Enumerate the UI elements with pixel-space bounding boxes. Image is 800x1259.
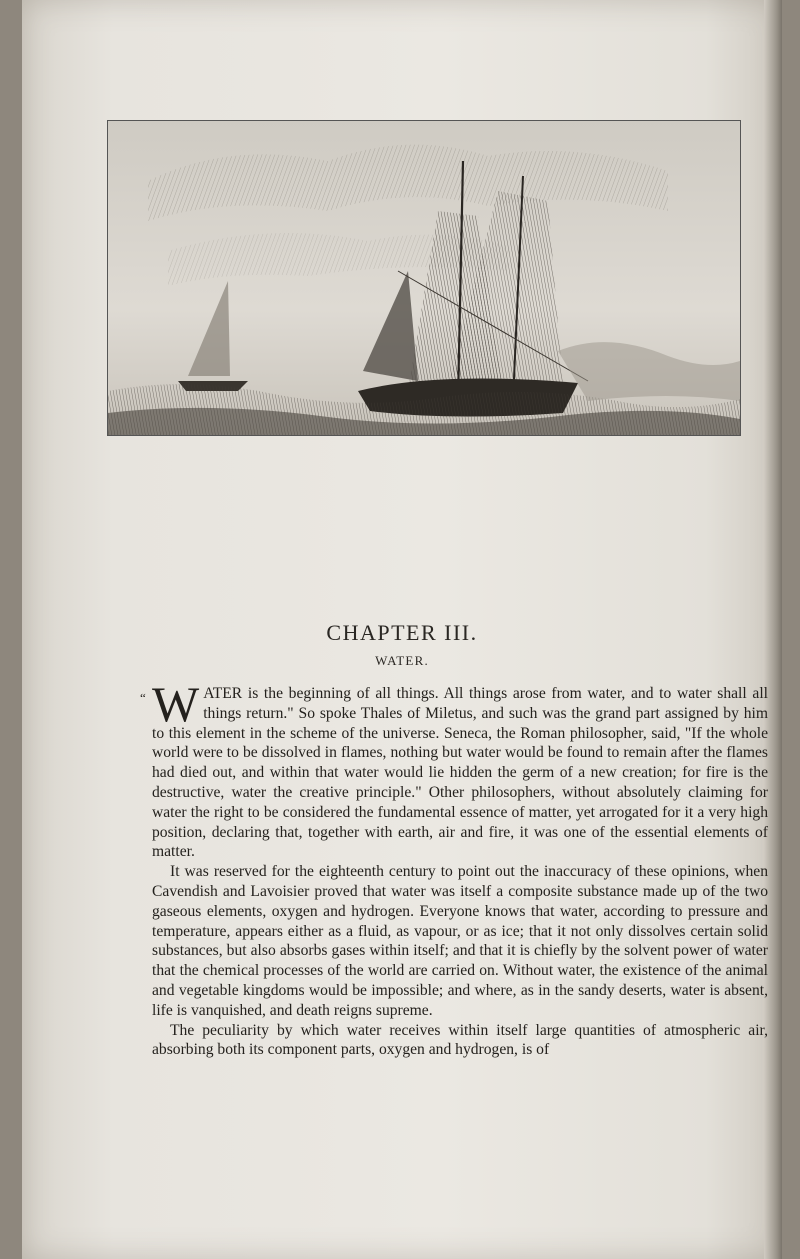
chapter-text — [140, 676, 768, 1060]
chapter-subtitle: WATER. — [375, 653, 429, 668]
paragraph-2: It was reserved for the eighteenth century to point out the inaccuracy of these opinions, when Cavendish and Lavoisier proved that water was itself a composite substance made up of the two gaseous elements, oxygen and hydrogen. Everyone knows that water, according to pressure and temperature, appears either as a fluid, as vapour, or as ice; that it not only dissolves certain solid substances, but also absorbs gases within itself; and that it is chiefly by the solvent power of water that the chemical processes of the world are carried on. Without water, the existence of the animal and vegetable kingdoms would be impossible; and where, as in the sandy deserts, water is absent, life is vanquished, and death reigns supreme. — [152, 863, 768, 1019]
opening-quote: “ — [140, 690, 146, 705]
paragraph-1 — [140, 676, 768, 862]
drop-cap: W — [152, 676, 200, 732]
engraving-plate — [107, 120, 741, 436]
paragraph-1-text: ATER is the beginning of all things. All things arose from water, and to water shall all things return." So spoke Thales of Miletus, and such was the grand part assigned by him to this element in the scheme of the universe. Seneca, the Roman philosopher, said, "If the whole world were to be dissolved in flames, nothing but water would be found to remain after the flames had died out, and within that water would lie hidden the germ of a new creation; for fire is the destructive, water the creative principle." Other philosophers, without absolutely claiming for water the right to be considered the fundamental essence of matter, yet arrogated for it a very high position, declaring that, together with earth, air and fire, it was one of the essential elements of matter. — [152, 685, 768, 861]
book-page — [22, 0, 782, 1259]
chapter-title: CHAPTER III. — [326, 620, 478, 645]
paragraph-3: The peculiarity by which water receives within itself large quantities of atmospheric air, absorbing both its component parts, oxygen and hydrogen, is of — [152, 1021, 768, 1059]
sailing-ship-engraving — [108, 121, 740, 435]
